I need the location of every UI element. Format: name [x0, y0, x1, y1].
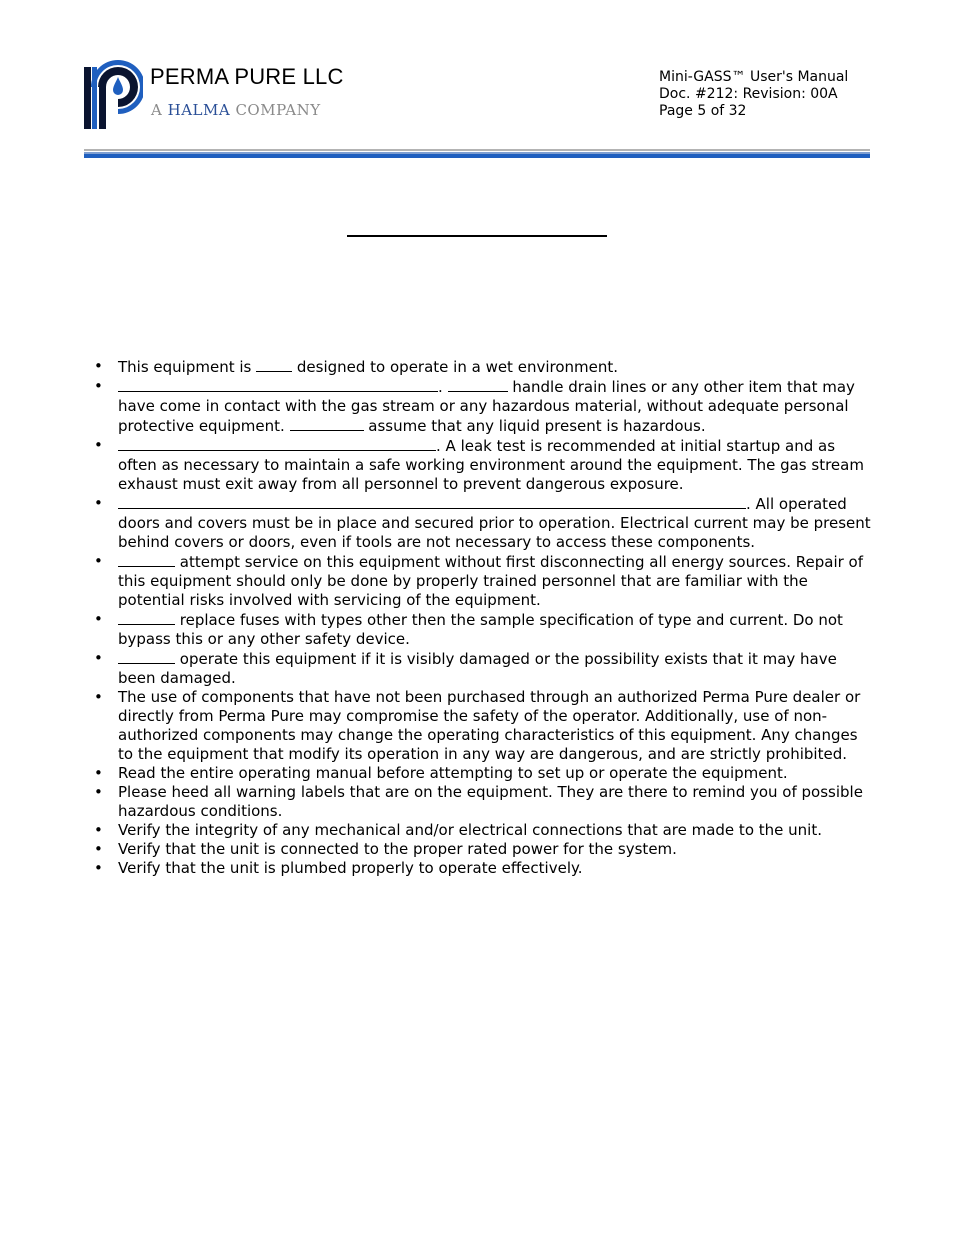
- list-item: • The use of components that have not been purchased through an authorized Perma Pure dealer or directly from Perma Pure may compromise the safety of the operator. Additionally, use of non-authorized components may change the operating characteristics of this equipment. Any changes to the equipment that modify its operation in any way are dangerous, and are strictly prohibited.: [94, 688, 874, 764]
- header-rule-gray: [84, 149, 870, 151]
- list-item: • attempt service on this equipment without first disconnecting all energy sources. Repair of this equipment should only be done by properly trained personnel that are familiar with the potential risks involved with servicing of the equipment.: [94, 552, 874, 610]
- blank-line: [256, 357, 292, 372]
- list-item: • . All operated doors and covers must be in place and secured prior to operation. Electrical current may be present behind covers or doors, even if tools are not necessary to access these components.: [94, 494, 874, 552]
- safety-bullet-list: [94, 357, 874, 878]
- document-info: [659, 69, 848, 120]
- blank-line: [118, 552, 175, 567]
- blank-line: [118, 610, 175, 625]
- list-item: • This equipment is designed to operate in a wet environment.: [94, 357, 874, 377]
- doc-revision: Doc. #212: Revision: 00A: [659, 86, 838, 102]
- blank-line: [118, 649, 175, 664]
- blank-line: [118, 494, 746, 509]
- list-item: • Please heed all warning labels that are on the equipment. They are there to remind you of possible hazardous conditions.: [94, 783, 874, 821]
- header-rule-blue: [84, 154, 870, 158]
- page-number: Page 5 of 32: [659, 103, 747, 119]
- title-underline-blank: [347, 235, 607, 237]
- company-name: PERMA PURE LLC: [150, 64, 344, 89]
- list-item: • . handle drain lines or any other item that may have come in contact with the gas stream or any hazardous material, without adequate personal protective equipment. assume that any liquid present is hazardous.: [94, 377, 874, 436]
- subtitle-prefix: A: [151, 101, 168, 119]
- blank-line: [118, 377, 438, 392]
- list-item: • Read the entire operating manual before attempting to set up or operate the equipment.: [94, 764, 874, 783]
- blank-line: [448, 377, 508, 392]
- list-item: • Verify that the unit is plumbed properly to operate effectively.: [94, 859, 874, 878]
- perma-pure-logo: [83, 55, 143, 129]
- list-item: • Verify the integrity of any mechanical and/or electrical connections that are made to the unit.: [94, 821, 874, 840]
- blank-line: [118, 436, 436, 451]
- list-item: • Verify that the unit is connected to the proper rated power for the system.: [94, 840, 874, 859]
- list-item: • operate this equipment if it is visibly damaged or the possibility exists that it may have been damaged.: [94, 649, 874, 688]
- blank-line: [290, 416, 364, 431]
- halma-word: HALMA: [167, 101, 231, 119]
- list-item: • . A leak test is recommended at initial startup and as often as necessary to maintain a safe working environment around the equipment. The gas stream exhaust must exit away from all personnel to prevent dangerous exposure.: [94, 436, 874, 494]
- subtitle-company: COMPANY: [230, 101, 321, 119]
- company-subtitle: [151, 101, 321, 119]
- list-item: • replace fuses with types other then the sample specification of type and current. Do not bypass this or any other safety device.: [94, 610, 874, 649]
- manual-title: Mini-GASS™ User's Manual: [659, 69, 849, 85]
